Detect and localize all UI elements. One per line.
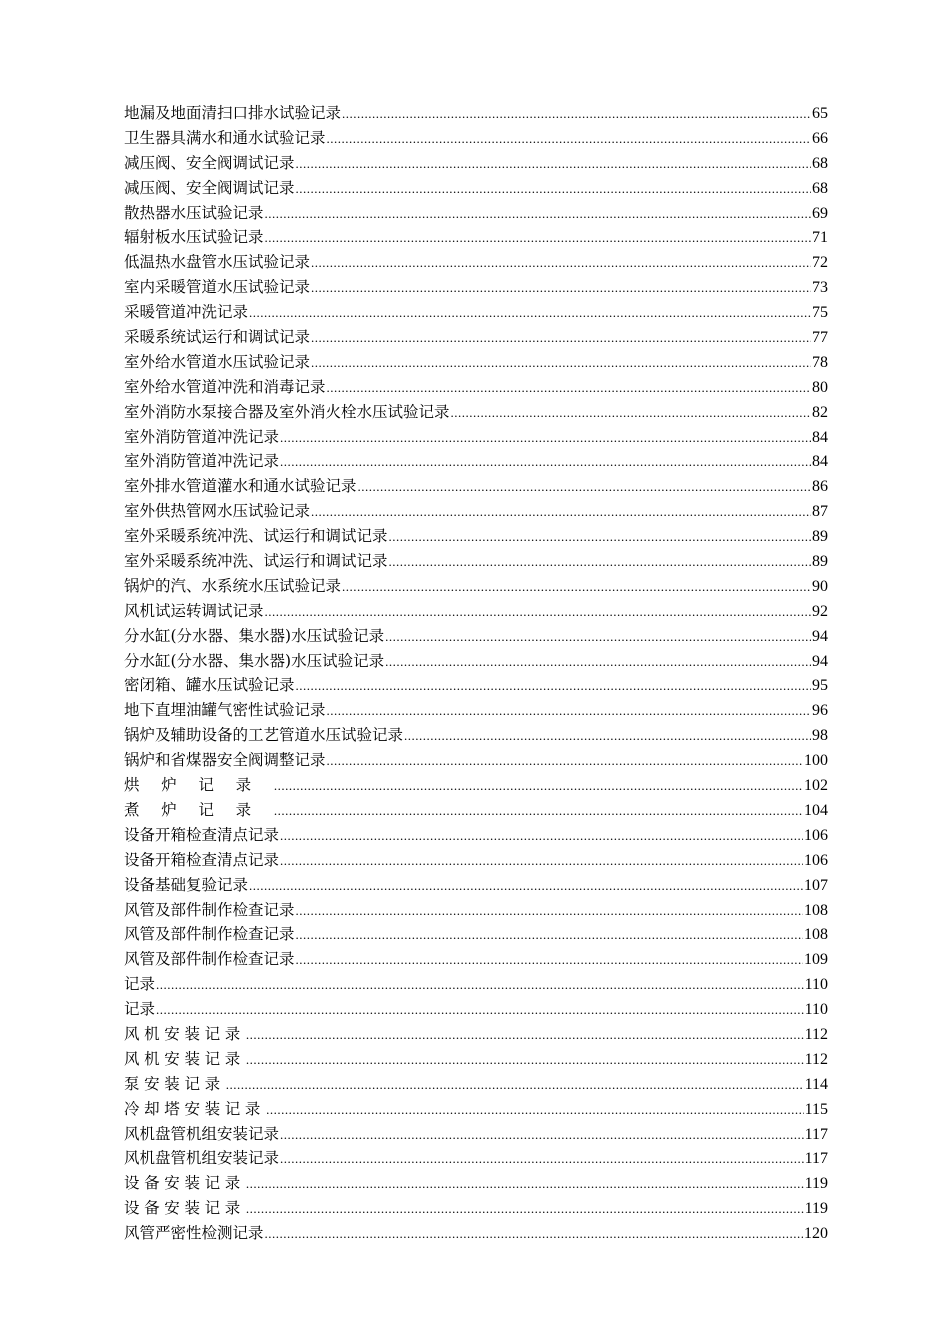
toc-dot-leader bbox=[296, 177, 811, 202]
toc-dot-leader bbox=[296, 923, 803, 948]
toc-entry[interactable] bbox=[124, 449, 828, 474]
toc-entry-title: 分水缸(分水器、集水器)水压试验记录 bbox=[124, 626, 385, 645]
toc-dot-leader bbox=[385, 625, 811, 650]
toc-entry-title: 辐射板水压试验记录 bbox=[124, 228, 264, 247]
toc-entry[interactable] bbox=[124, 922, 828, 947]
toc-entry-title: 设备开箱检查清点记录 bbox=[124, 850, 280, 869]
toc-entry-title: 散热器水压试验记录 bbox=[124, 203, 264, 222]
toc-entry-page-number: 89 bbox=[812, 553, 828, 571]
toc-entry[interactable] bbox=[124, 972, 828, 997]
toc-entry-title: 室内采暖管道水压试验记录 bbox=[124, 278, 311, 297]
toc-entry[interactable] bbox=[124, 698, 828, 723]
toc-entry-page-number: 117 bbox=[804, 1125, 828, 1143]
toc-entry-title: 室外消防管道冲洗记录 bbox=[124, 427, 280, 446]
toc-entry[interactable] bbox=[124, 1171, 828, 1196]
toc-entry-title: 地下直埋油罐气密性试验记录 bbox=[124, 701, 326, 720]
toc-entry[interactable] bbox=[124, 823, 828, 848]
toc-entry[interactable] bbox=[124, 1196, 828, 1221]
toc-entry-title: 风机试运转调试记录 bbox=[124, 601, 264, 620]
toc-entry[interactable] bbox=[124, 275, 828, 300]
toc-dot-leader bbox=[311, 276, 811, 301]
toc-dot-leader bbox=[311, 251, 811, 276]
toc-entry[interactable] bbox=[124, 649, 828, 674]
toc-entry-title: 风管严密性检测记录 bbox=[124, 1224, 264, 1243]
toc-entry[interactable] bbox=[124, 176, 828, 201]
toc-entry[interactable] bbox=[124, 524, 828, 549]
toc-entry-title: 记录 bbox=[124, 1000, 156, 1019]
toc-entry-page-number: 78 bbox=[812, 353, 828, 371]
toc-entry-page-number: 87 bbox=[812, 503, 828, 521]
toc-entry-page-number: 108 bbox=[804, 926, 828, 944]
toc-dot-leader bbox=[327, 699, 811, 724]
toc-entry[interactable] bbox=[124, 499, 828, 524]
toc-entry[interactable] bbox=[124, 225, 828, 250]
toc-entry-page-number: 68 bbox=[812, 179, 828, 197]
toc-entry[interactable] bbox=[124, 848, 828, 873]
toc-entry[interactable] bbox=[124, 1047, 828, 1072]
toc-entry-page-number: 106 bbox=[804, 851, 828, 869]
toc-entry-page-number: 106 bbox=[804, 826, 828, 844]
toc-entry-title: 风机盘管机组安装记录 bbox=[124, 1149, 280, 1168]
toc-entry-page-number: 66 bbox=[812, 129, 828, 147]
toc-entry[interactable] bbox=[124, 474, 828, 499]
toc-entry-page-number: 102 bbox=[804, 777, 828, 795]
toc-entry-page-number: 68 bbox=[812, 154, 828, 172]
toc-dot-leader bbox=[296, 948, 803, 973]
toc-entry-page-number: 110 bbox=[804, 1001, 828, 1019]
toc-entry-page-number: 112 bbox=[804, 1025, 828, 1043]
toc-entry[interactable] bbox=[124, 1221, 828, 1246]
toc-entry[interactable] bbox=[124, 624, 828, 649]
table-of-contents bbox=[124, 101, 828, 1246]
toc-dot-leader bbox=[311, 351, 811, 376]
toc-entry[interactable] bbox=[124, 201, 828, 226]
toc-entry-page-number: 69 bbox=[812, 204, 828, 222]
toc-entry-page-number: 71 bbox=[812, 229, 828, 247]
toc-entry-page-number: 75 bbox=[812, 304, 828, 322]
toc-entry[interactable] bbox=[124, 723, 828, 748]
toc-dot-leader bbox=[280, 1147, 804, 1172]
toc-entry-title: 室外消防水泵接合器及室外消火栓水压试验记录 bbox=[124, 402, 450, 421]
toc-entry-title: 采暖系统试运行和调试记录 bbox=[124, 328, 311, 347]
toc-entry-page-number: 86 bbox=[812, 478, 828, 496]
toc-entry-title: 室外供热管网水压试验记录 bbox=[124, 502, 311, 521]
toc-entry-page-number: 94 bbox=[812, 652, 828, 670]
toc-dot-leader bbox=[296, 899, 803, 924]
toc-entry[interactable] bbox=[124, 873, 828, 898]
toc-entry[interactable] bbox=[124, 947, 828, 972]
toc-entry-page-number: 107 bbox=[804, 876, 828, 894]
toc-entry[interactable] bbox=[124, 898, 828, 923]
toc-entry-page-number: 72 bbox=[812, 254, 828, 272]
toc-entry-title: 冷却塔安装记录 bbox=[124, 1099, 266, 1118]
toc-entry[interactable] bbox=[124, 1022, 828, 1047]
toc-dot-leader bbox=[389, 525, 811, 550]
toc-entry-title: 室外采暖系统冲洗、试运行和调试记录 bbox=[124, 527, 388, 546]
toc-entry-page-number: 115 bbox=[804, 1100, 828, 1118]
toc-dot-leader bbox=[246, 1048, 804, 1073]
toc-dot-leader bbox=[226, 1073, 804, 1098]
toc-entry-title: 设备安装记录 bbox=[124, 1199, 245, 1218]
toc-entry-title: 风机安装记录 bbox=[124, 1024, 245, 1043]
toc-dot-leader bbox=[280, 426, 811, 451]
toc-entry-page-number: 84 bbox=[812, 428, 828, 446]
toc-dot-leader bbox=[274, 799, 803, 824]
toc-entry[interactable] bbox=[124, 325, 828, 350]
toc-dot-leader bbox=[156, 973, 804, 998]
toc-entry[interactable] bbox=[124, 1122, 828, 1147]
toc-entry-title: 设备安装记录 bbox=[124, 1174, 245, 1193]
toc-entry-title: 锅炉及辅助设备的工艺管道水压试验记录 bbox=[124, 726, 404, 745]
toc-entry-page-number: 80 bbox=[812, 378, 828, 396]
toc-entry-title: 泵安装记录 bbox=[124, 1074, 225, 1093]
toc-entry-title: 设备基础复验记录 bbox=[124, 875, 249, 894]
toc-dot-leader bbox=[451, 401, 811, 426]
toc-entry-title: 风机安装记录 bbox=[124, 1049, 245, 1068]
toc-entry-title: 分水缸(分水器、集水器)水压试验记录 bbox=[124, 651, 385, 670]
toc-entry-title: 密闭箱、罐水压试验记录 bbox=[124, 676, 295, 695]
toc-entry-title: 减压阀、安全阀调试记录 bbox=[124, 178, 295, 197]
toc-entry-page-number: 90 bbox=[812, 577, 828, 595]
toc-entry[interactable] bbox=[124, 1072, 828, 1097]
toc-dot-leader bbox=[249, 301, 811, 326]
toc-entry-page-number: 96 bbox=[812, 702, 828, 720]
toc-entry-page-number: 104 bbox=[804, 801, 828, 819]
toc-entry-page-number: 73 bbox=[812, 279, 828, 297]
toc-entry-title: 室外排水管道灌水和通水试验记录 bbox=[124, 477, 357, 496]
toc-entry[interactable] bbox=[124, 798, 828, 823]
toc-dot-leader bbox=[358, 475, 811, 500]
toc-entry-title: 减压阀、安全阀调试记录 bbox=[124, 153, 295, 172]
toc-dot-leader bbox=[311, 500, 811, 525]
toc-entry[interactable] bbox=[124, 425, 828, 450]
toc-entry-title: 锅炉的汽、水系统水压试验记录 bbox=[124, 576, 342, 595]
toc-entry-page-number: 98 bbox=[812, 727, 828, 745]
toc-dot-leader bbox=[327, 749, 803, 774]
toc-dot-leader bbox=[389, 550, 811, 575]
toc-entry-page-number: 119 bbox=[804, 1175, 828, 1193]
toc-dot-leader bbox=[265, 226, 811, 251]
toc-entry-title: 设备开箱检查清点记录 bbox=[124, 825, 280, 844]
toc-dot-leader bbox=[156, 998, 804, 1023]
toc-dot-leader bbox=[296, 152, 811, 177]
toc-entry-title: 室外消防管道冲洗记录 bbox=[124, 452, 280, 471]
toc-entry-title: 低温热水盘管水压试验记录 bbox=[124, 253, 311, 272]
toc-dot-leader bbox=[265, 202, 811, 227]
toc-entry[interactable] bbox=[124, 773, 828, 798]
toc-entry[interactable] bbox=[124, 997, 828, 1022]
toc-entry-page-number: 65 bbox=[812, 105, 828, 122]
toc-entry-page-number: 114 bbox=[804, 1075, 828, 1093]
toc-entry-page-number: 117 bbox=[804, 1150, 828, 1168]
toc-entry[interactable] bbox=[124, 151, 828, 176]
toc-entry-title: 风机盘管机组安装记录 bbox=[124, 1124, 280, 1143]
toc-dot-leader bbox=[327, 127, 811, 152]
toc-dot-leader bbox=[342, 102, 811, 127]
toc-dot-leader bbox=[246, 1172, 804, 1197]
toc-entry[interactable] bbox=[124, 400, 828, 425]
toc-entry-page-number: 89 bbox=[812, 528, 828, 546]
toc-dot-leader bbox=[296, 674, 811, 699]
toc-dot-leader bbox=[265, 1222, 803, 1247]
toc-entry-title: 风管及部件制作检查记录 bbox=[124, 925, 295, 944]
toc-entry-title: 卫生器具满水和通水试验记录 bbox=[124, 128, 326, 147]
toc-entry-title: 地漏及地面清扫口排水试验记录 bbox=[124, 104, 342, 122]
toc-entry[interactable] bbox=[124, 1146, 828, 1171]
toc-dot-leader bbox=[274, 774, 803, 799]
toc-dot-leader bbox=[265, 600, 811, 625]
toc-entry-title: 记录 bbox=[124, 975, 156, 994]
toc-entry-page-number: 82 bbox=[812, 403, 828, 421]
toc-entry-title: 煮炉记录 bbox=[124, 800, 273, 819]
toc-dot-leader bbox=[280, 1123, 804, 1148]
toc-entry[interactable] bbox=[124, 673, 828, 698]
toc-entry[interactable] bbox=[124, 126, 828, 151]
toc-entry-title: 采暖管道冲洗记录 bbox=[124, 303, 249, 322]
toc-entry-title: 室外采暖系统冲洗、试运行和调试记录 bbox=[124, 552, 388, 571]
toc-entry[interactable] bbox=[124, 250, 828, 275]
toc-entry-page-number: 120 bbox=[804, 1225, 828, 1243]
toc-dot-leader bbox=[280, 849, 803, 874]
toc-dot-leader bbox=[280, 450, 811, 475]
toc-dot-leader bbox=[249, 874, 803, 899]
toc-dot-leader bbox=[385, 650, 811, 675]
toc-dot-leader bbox=[342, 575, 811, 600]
toc-entry-page-number: 77 bbox=[812, 329, 828, 347]
toc-entry-page-number: 94 bbox=[812, 627, 828, 645]
toc-entry[interactable] bbox=[124, 350, 828, 375]
toc-entry[interactable] bbox=[124, 1097, 828, 1122]
toc-entry[interactable] bbox=[124, 549, 828, 574]
toc-entry-page-number: 84 bbox=[812, 453, 828, 471]
toc-entry-title: 锅炉和省煤器安全阀调整记录 bbox=[124, 751, 326, 770]
toc-dot-leader bbox=[327, 376, 811, 401]
toc-entry-page-number: 119 bbox=[804, 1200, 828, 1218]
toc-dot-leader bbox=[280, 824, 803, 849]
toc-entry[interactable] bbox=[124, 599, 828, 624]
toc-dot-leader bbox=[246, 1023, 804, 1048]
toc-entry[interactable] bbox=[124, 300, 828, 325]
toc-entry[interactable] bbox=[124, 101, 828, 126]
toc-entry-page-number: 112 bbox=[804, 1050, 828, 1068]
toc-dot-leader bbox=[311, 326, 811, 351]
toc-dot-leader bbox=[404, 724, 811, 749]
toc-entry-title: 烘炉记录 bbox=[124, 776, 273, 795]
toc-entry[interactable] bbox=[124, 574, 828, 599]
toc-entry-page-number: 95 bbox=[812, 677, 828, 695]
toc-entry-page-number: 100 bbox=[804, 752, 828, 770]
toc-entry-title: 室外给水管道水压试验记录 bbox=[124, 352, 311, 371]
toc-entry-title: 室外给水管道冲洗和消毒记录 bbox=[124, 377, 326, 396]
toc-entry-title: 风管及部件制作检查记录 bbox=[124, 950, 295, 969]
toc-dot-leader bbox=[246, 1197, 804, 1222]
toc-entry-page-number: 92 bbox=[812, 602, 828, 620]
toc-entry-page-number: 110 bbox=[804, 976, 828, 994]
toc-entry[interactable] bbox=[124, 748, 828, 773]
toc-entry[interactable] bbox=[124, 375, 828, 400]
toc-dot-leader bbox=[266, 1098, 804, 1123]
toc-entry-title: 风管及部件制作检查记录 bbox=[124, 900, 295, 919]
toc-entry-page-number: 108 bbox=[804, 901, 828, 919]
toc-entry-page-number: 109 bbox=[804, 951, 828, 969]
